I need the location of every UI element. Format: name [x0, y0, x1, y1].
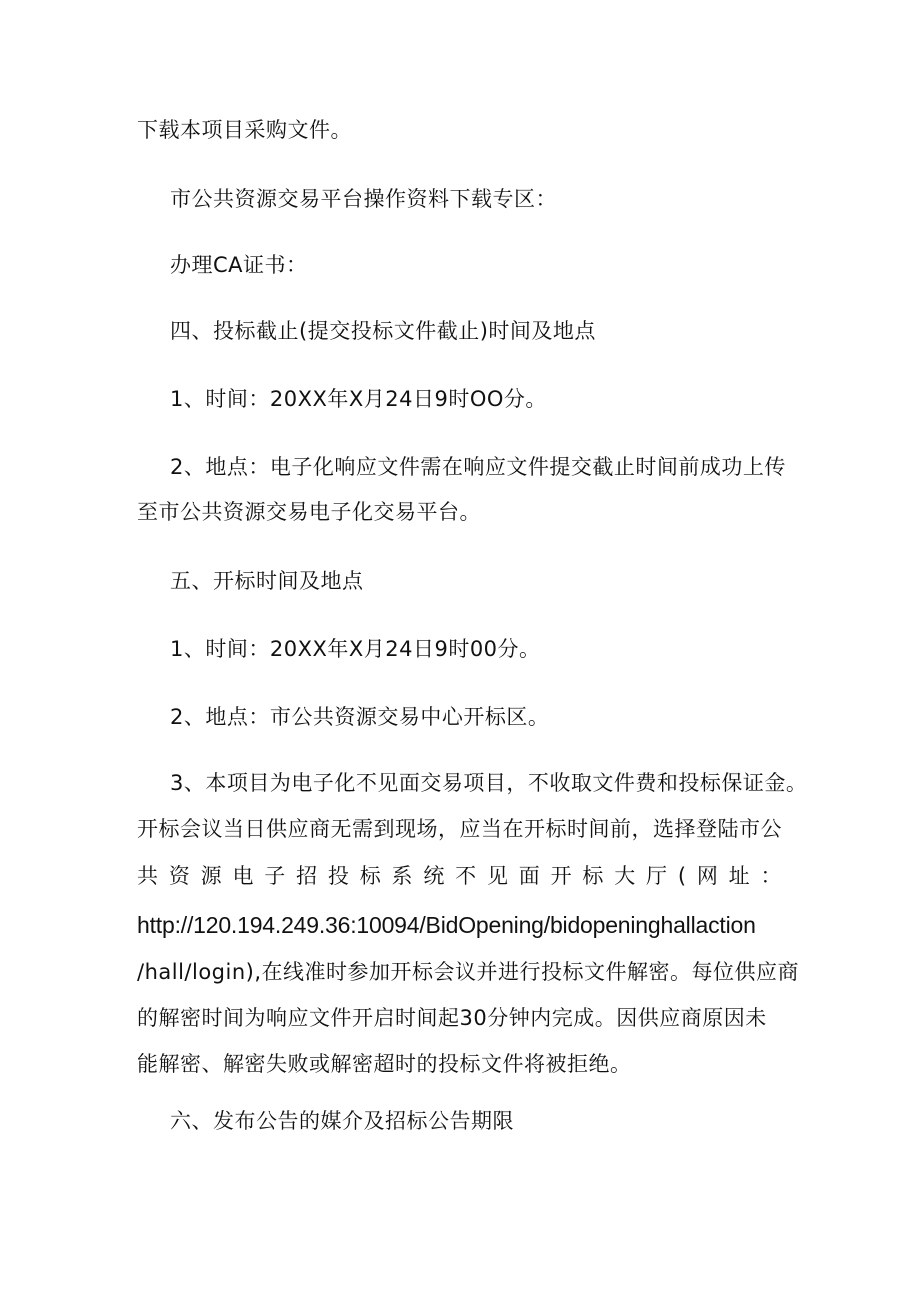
text-line-decrypt-time: 的解密时间为响应文件开启时间起30分钟内完成。因供应商原因未 — [137, 1006, 767, 1030]
text-line-no-onsite: 开标会议当日供应商无需到现场，应当在开标时间前，选择登陆市公 — [137, 817, 782, 841]
text-line-deadline-location-1: 2、地点：电子化响应文件需在响应文件提交截止时间前成功上传 — [170, 455, 786, 479]
section-heading-bid-deadline: 四、投标截止(提交投标文件截止)时间及地点 — [170, 319, 596, 343]
url-line-1: http://120.194.249.36:10094/BidOpening/bidopeninghallaction — [137, 912, 756, 938]
text-line-ca-certificate: 办理CA证书： — [170, 253, 308, 277]
text-line-decrypt-bids: /hall/login),在线准时参加开标会议并进行投标文件解密。每位供应商 — [137, 960, 800, 984]
text-line-decrypt-failure: 能解密、解密失败或解密超时的投标文件将被拒绝。 — [137, 1052, 632, 1076]
section-heading-opening: 五、开标时间及地点 — [170, 569, 364, 593]
text-line-deadline-time: 1、时间：20XX年X月24日9时OO分。 — [170, 387, 547, 411]
text-line-platform-download-zone: 市公共资源交易平台操作资料下载专区： — [170, 187, 557, 211]
text-line-opening-time: 1、时间：20XX年X月24日9时00分。 — [170, 637, 541, 661]
text-line-deadline-location-2: 至市公共资源交易电子化交易平台。 — [137, 500, 481, 524]
text-line-remote-project: 3、本项目为电子化不见面交易项目，不收取文件费和投标保证金。 — [170, 771, 808, 795]
section-heading-media-period: 六、发布公告的媒介及招标公告期限 — [170, 1109, 514, 1133]
text-line-download-docs: 下载本项目采购文件。 — [137, 118, 352, 142]
text-line-opening-hall: 共资源电子招投标系统不见面开标大厅(网址： — [137, 864, 782, 888]
text-line-opening-location: 2、地点：市公共资源交易中心开标区。 — [170, 705, 550, 729]
